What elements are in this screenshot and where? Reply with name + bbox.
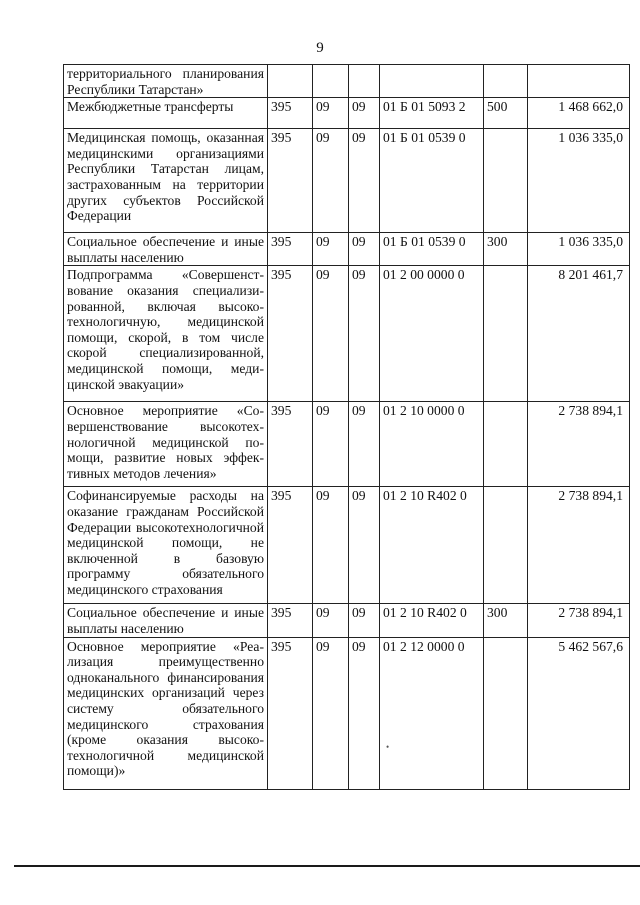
ministry-code: 395 xyxy=(268,604,313,637)
target-article-code: 01 2 00 0000 0 xyxy=(380,266,484,402)
ministry-code: 395 xyxy=(268,233,313,266)
subsection-code: 09 xyxy=(349,266,380,402)
target-article-code: 01 Б 01 0539 0 xyxy=(380,129,484,233)
amount: 5 462 567,6 xyxy=(528,637,630,789)
ministry-code: 395 xyxy=(268,637,313,789)
section-code: 09 xyxy=(313,487,349,604)
expense-type-code xyxy=(484,266,528,402)
section-code: 09 xyxy=(313,266,349,402)
ministry-code: 395 xyxy=(268,402,313,487)
table-row xyxy=(64,129,630,233)
table-row xyxy=(64,233,630,266)
expense-type-code xyxy=(484,402,528,487)
expense-type-code: 300 xyxy=(484,233,528,266)
row-name: Социальное обеспечение и иные выплаты населению xyxy=(64,233,268,266)
table-row xyxy=(64,604,630,637)
scan-speck: • xyxy=(386,742,390,752)
target-article-code: 01 2 10 0000 0 xyxy=(380,402,484,487)
section-code: 09 xyxy=(313,402,349,487)
section-code xyxy=(313,65,349,98)
row-name: Основное мероприятие «Реализация преимущественно одноканального финансирования медицинских организаций через систему обязательного медицинского страхования (кроме оказания высокотехнологичной медицинской помощи)» xyxy=(64,637,268,789)
amount: 1 468 662,0 xyxy=(528,98,630,129)
section-code: 09 xyxy=(313,129,349,233)
row-name: Софинансируемые расходы на оказание гражданам Российской Федерации высокотехнологичной медицинской помощи, не включенной в базовую программу обязательного медицинского страхования xyxy=(64,487,268,604)
section-code: 09 xyxy=(313,98,349,129)
target-article-code: 01 2 12 0000 0 xyxy=(380,637,484,789)
target-article-code: 01 2 10 R402 0 xyxy=(380,604,484,637)
table-row xyxy=(64,266,630,402)
page-number: 9 xyxy=(316,40,324,56)
row-name: Подпрограмма «Совершенствование оказания специализированной, включая высокотехнологичную, медицинской помощи, скорой, в том числе скорой специализированной, медицинской помощи, медицинской эвакуации» xyxy=(64,266,268,402)
ministry-code: 395 xyxy=(268,266,313,402)
table-row xyxy=(64,65,630,98)
subsection-code xyxy=(349,65,380,98)
ministry-code xyxy=(268,65,313,98)
row-name: Основное мероприятие «Совершенствование высокотехнологичной медицинской помощи, развитие новых эффективных методов лечения» xyxy=(64,402,268,487)
subsection-code: 09 xyxy=(349,402,380,487)
budget-table xyxy=(63,64,630,790)
target-article-code xyxy=(380,65,484,98)
table-row xyxy=(64,98,630,129)
amount: 1 036 335,0 xyxy=(528,129,630,233)
table-row xyxy=(64,637,630,789)
ministry-code: 395 xyxy=(268,98,313,129)
subsection-code: 09 xyxy=(349,129,380,233)
expense-type-code xyxy=(484,65,528,98)
subsection-code: 09 xyxy=(349,637,380,789)
subsection-code: 09 xyxy=(349,487,380,604)
target-article-code: 01 Б 01 5093 2 xyxy=(380,98,484,129)
amount: 8 201 461,7 xyxy=(528,266,630,402)
amount: 2 738 894,1 xyxy=(528,604,630,637)
expense-type-code xyxy=(484,637,528,789)
amount: 2 738 894,1 xyxy=(528,402,630,487)
section-code: 09 xyxy=(313,233,349,266)
row-name: территориального планирования Республики Татарстан» xyxy=(64,65,268,98)
section-code: 09 xyxy=(313,637,349,789)
table-row xyxy=(64,402,630,487)
bottom-rule xyxy=(14,865,640,867)
expense-type-code xyxy=(484,487,528,604)
target-article-code: 01 Б 01 0539 0 xyxy=(380,233,484,266)
table-row xyxy=(64,487,630,604)
expense-type-code: 300 xyxy=(484,604,528,637)
amount xyxy=(528,65,630,98)
subsection-code: 09 xyxy=(349,604,380,637)
row-name: Социальное обеспечение и иные выплаты населению xyxy=(64,604,268,637)
amount: 1 036 335,0 xyxy=(528,233,630,266)
ministry-code: 395 xyxy=(268,487,313,604)
expense-type-code xyxy=(484,129,528,233)
row-name: Медицинская помощь, оказанная медицинскими организациями Республики Татарстан лицам, застрахованным на территории других субъектов Российской Федерации xyxy=(64,129,268,233)
amount: 2 738 894,1 xyxy=(528,487,630,604)
target-article-code: 01 2 10 R402 0 xyxy=(380,487,484,604)
section-code: 09 xyxy=(313,604,349,637)
subsection-code: 09 xyxy=(349,233,380,266)
ministry-code: 395 xyxy=(268,129,313,233)
expense-type-code: 500 xyxy=(484,98,528,129)
subsection-code: 09 xyxy=(349,98,380,129)
row-name: Межбюджетные трансферты xyxy=(64,98,268,129)
